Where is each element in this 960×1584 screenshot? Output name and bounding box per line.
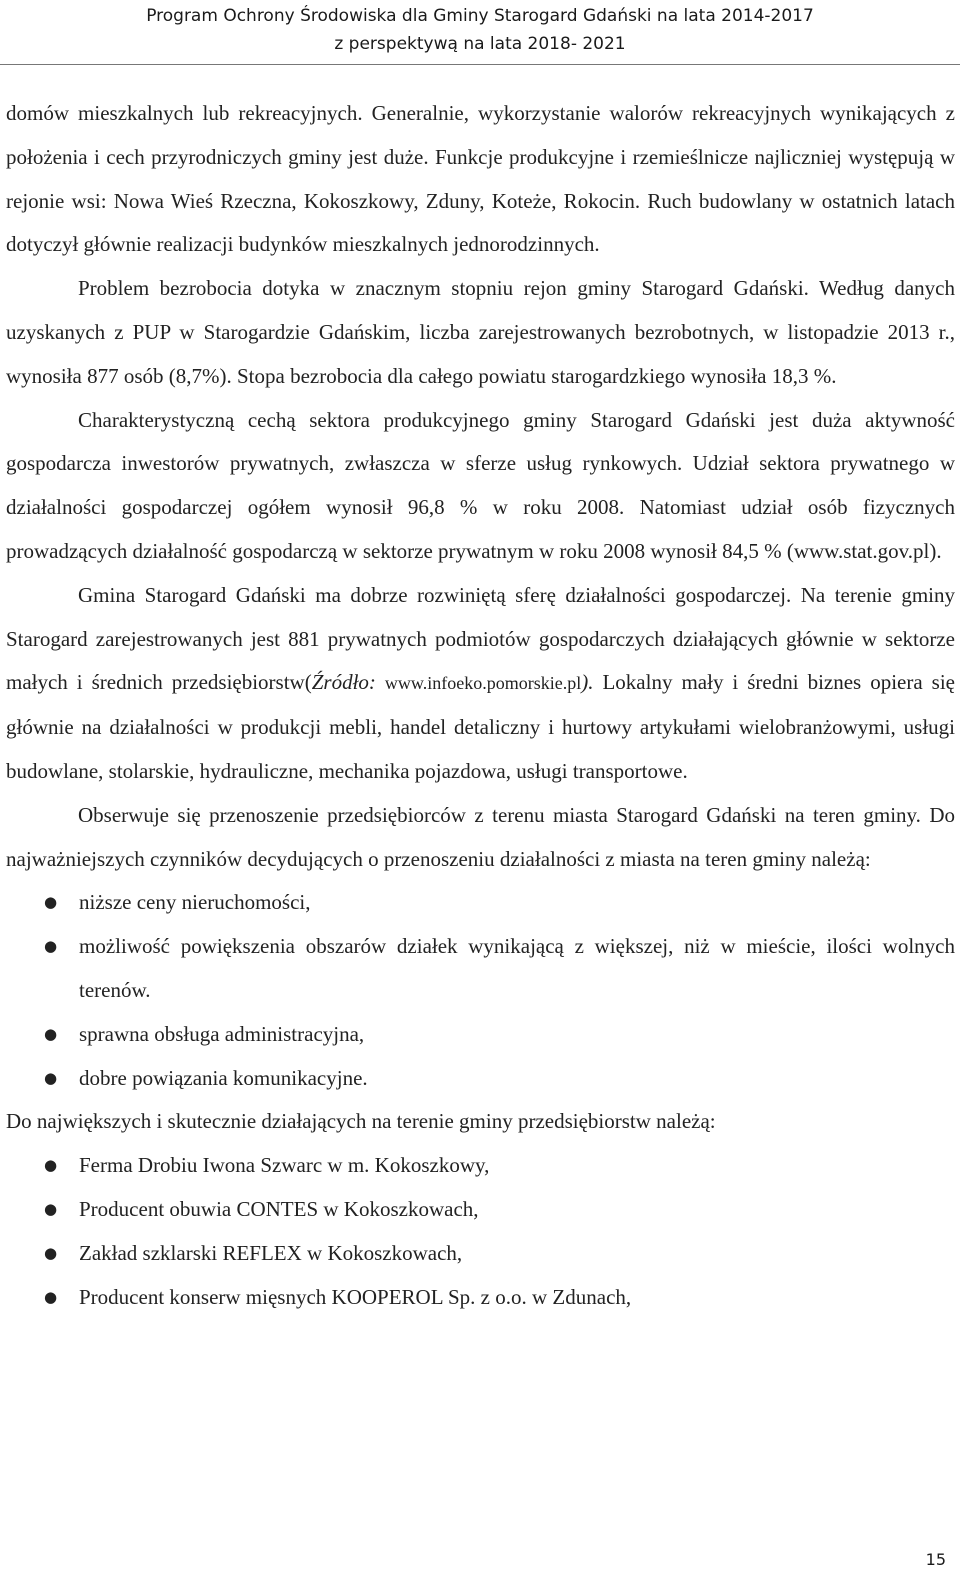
bullet-icon: ● xyxy=(44,1068,58,1087)
paragraph-housing: domów mieszkalnych lub rekreacyjnych. Generalnie, wykorzystanie walorów rekreacyjnych wynikających z położenia i cech przyrodniczych gminy jest duże. Funkcje produkcyjne i rzemieślnicze najliczniej występują w rejonie wsi: Nowa Wieś Rzeczna, Kokoszkowy, Zduny, Koteże, Rokocin. Ruch budowlany w ostatnich latach dotyczył głównie realizacji budynków mieszkalnych jednorodzinnych. xyxy=(6,101,955,257)
list-item-text: Ferma Drobiu Iwona Szwarc w m. Kokoszkowy, xyxy=(79,1153,490,1178)
bullet-icon: ● xyxy=(44,1156,58,1175)
list-item xyxy=(6,1276,955,1320)
document-body xyxy=(6,92,955,1319)
paragraph-business xyxy=(6,574,955,794)
list-item xyxy=(6,881,955,925)
source-close: ). xyxy=(581,670,594,695)
list-item xyxy=(6,1057,955,1101)
list-item xyxy=(6,1188,955,1232)
bullet-icon: ● xyxy=(44,1024,58,1043)
list-item xyxy=(6,1232,955,1276)
paragraph-private-sector: Charakterystyczną cechą sektora produkcyjnego gminy Starogard Gdański jest duża aktywność gospodarcza inwestorów prywatnych, zwłaszcza w sferze usług rynkowych. Udział sektora prywatnego w działalności gospodarczej ogółem wynosił 96,8 % w roku 2008. Natomiast udział osób fizycznych prowadzących działalność gospodarczą w sektorze prywatnym w roku 2008 wynosił 84,5 % (www.stat.gov.pl). xyxy=(6,407,955,563)
list-item xyxy=(6,1144,955,1188)
header-title-line1: Program Ochrony Środowiska dla Gminy Starogard Gdański na lata 2014-2017 xyxy=(146,6,814,26)
bullet-icon: ● xyxy=(44,1287,58,1306)
list-item-text: Producent konserw mięsnych KOOPEROL Sp. z o.o. w Zdunach, xyxy=(79,1284,632,1309)
list-item-text: Zakład szklarski REFLEX w Kokoszkowach, xyxy=(79,1240,463,1265)
list-item xyxy=(6,1013,955,1057)
list-item-text: sprawna obsługa administracyjna, xyxy=(79,1021,365,1046)
header-title-line2: z perspektywą na lata 2018- 2021 xyxy=(334,34,626,54)
source-label: Źródło: xyxy=(311,670,385,695)
enterprises-list xyxy=(6,1144,955,1319)
list-item-text: dobre powiązania komunikacyjne. xyxy=(79,1065,368,1090)
paragraph-enterprises-intro: Do największych i skutecznie działających na terenie gminy przedsiębiorstw należą: xyxy=(6,1109,716,1134)
relocation-factors-list xyxy=(6,881,955,1100)
bullet-icon: ● xyxy=(44,937,58,956)
bullet-icon: ● xyxy=(44,893,58,912)
source-link[interactable]: www.infoeko.pomorskie.pl xyxy=(384,673,582,694)
list-item-text: Producent obuwia CONTES w Kokoszkowach, xyxy=(79,1196,479,1221)
page-number: 15 xyxy=(925,1550,946,1569)
paragraph-relocation: Obserwuje się przenoszenie przedsiębiorców z terenu miasta Starogard Gdański na teren gminy. Do najważniejszych czynników decydujących o przenoszeniu działalności z miasta na teren gminy należą: xyxy=(6,802,955,871)
list-item xyxy=(6,925,955,1013)
page-header xyxy=(0,0,960,58)
bullet-icon: ● xyxy=(44,1199,58,1218)
paragraph-unemployment: Problem bezrobocia dotyka w znacznym stopniu rejon gminy Starogard Gdański. Według danych uzyskanych z PUP w Starogardzie Gdańskim, liczba zarejestrowanych bezrobotnych, w listopadzie 2013 r., wynosiła 877 osób (8,7%). Stopa bezrobocia dla całego powiatu starogardzkiego wynosiła 18,3 %. xyxy=(6,276,955,388)
bullet-icon: ● xyxy=(44,1243,58,1262)
paragraph-business-end: Lokalny mały i średni biznes opiera się głównie na działalności w produkcji mebli, handel detaliczny i hurtowy artykułami wielobranżowymi, usługi budowlane, stolarskie, hydrauliczne, mechanika pojazdowa, usługi transportowe. xyxy=(6,670,956,783)
paragraph-business-start: Gmina Starogard Gdański ma dobrze rozwiniętą sferę działalności gospodarczej. Na terenie gminy Starogard zarejestrowanych jest 881 prywatnych podmiotów gospodarczych działających głównie w sektorze małych i średnich przedsiębiorstw( xyxy=(6,582,955,695)
list-item-text: niższe ceny nieruchomości, xyxy=(79,890,311,915)
list-item-text: możliwość powiększenia obszarów działek wynikającą z większej, niż w mieście, ilości wolnych terenów. xyxy=(79,934,955,1002)
header-divider xyxy=(0,64,960,65)
